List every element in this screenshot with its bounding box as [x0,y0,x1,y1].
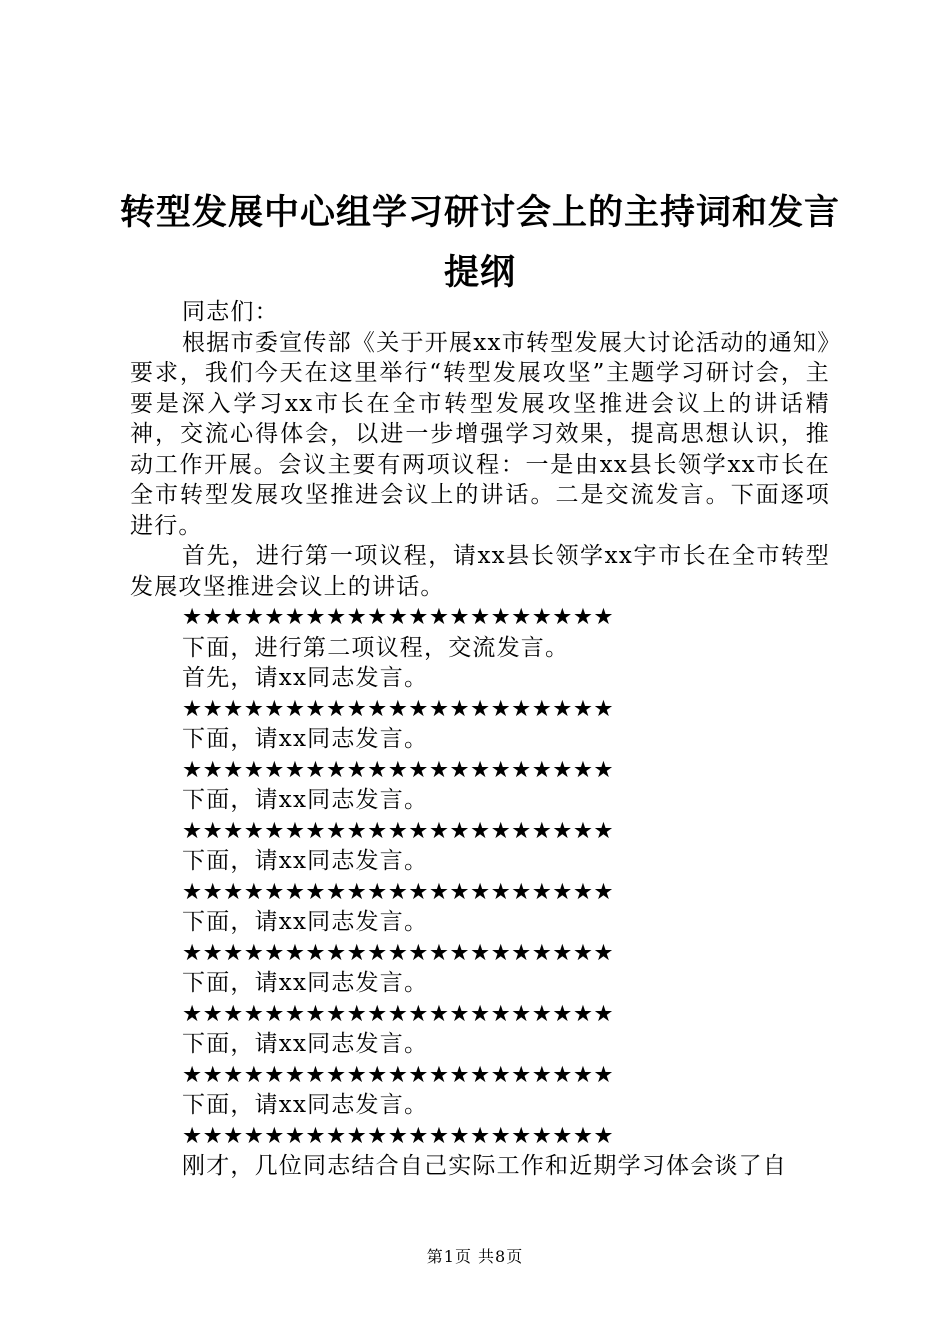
second-item-line: 下面，进行第二项议程，交流发言。 [182,634,570,661]
document-title-line2: 提纲 [443,253,516,293]
next-speaker-line: 下面，请xx同志发言。 [182,970,429,996]
star-divider: ★★★★★★★★★★★★★★★★★★★★★ [182,878,614,905]
closing-line: 刚才，几位同志结合自己实际工作和近期学习体会谈了自 [182,1153,787,1179]
star-divider: ★★★★★★★★★★★★★★★★★★★★★ [182,1061,614,1088]
paragraph-intro: 根据市委宣传部《关于开展xx市转型发展大讨论活动的通知》要求，我们今天在这里举行“转型发展攻坚”主题学习研讨会，主要是深入学习xx市长在全市转型发展攻坚推进会议上的讲话精神，交流心得体会，以进一步增强学习效果，提高思想认识，推动工作开展。会议主要有两项议程：一是由xx县长领学xx市长在全市转型发展攻坚推进会议上的讲话。二是交流发言。下面逐项进行。 [130,329,830,539]
star-divider: ★★★★★★★★★★★★★★★★★★★★★ [182,1000,614,1027]
paragraph-first-item: 首先，进行第一项议程，请xx县长领学xx宇市长在全市转型发展攻坚推进会议上的讲话。 [130,543,830,600]
document-body [130,297,830,1182]
next-speaker-line: 下面，请xx同志发言。 [182,1031,429,1057]
next-speaker-line: 下面，请xx同志发言。 [182,909,429,935]
star-divider: ★★★★★★★★★★★★★★★★★★★★★ [182,817,614,844]
salutation: 同志们： [182,299,279,325]
star-divider: ★★★★★★★★★★★★★★★★★★★★★ [182,756,614,783]
star-divider: ★★★★★★★★★★★★★★★★★★★★★ [182,939,614,966]
next-speaker-line: 下面，请xx同志发言。 [182,726,429,752]
next-speaker-line: 下面，请xx同志发言。 [182,848,429,874]
star-divider: ★★★★★★★★★★★★★★★★★★★★★ [182,604,614,630]
document-title-line1: 转型发展中心组学习研讨会上的主持词和发言 [120,193,841,233]
first-speaker-line: 首先，请xx同志发言。 [182,665,429,691]
next-speaker-line: 下面，请xx同志发言。 [182,787,429,813]
star-divider: ★★★★★★★★★★★★★★★★★★★★★ [182,695,614,722]
next-speaker-line: 下面，请xx同志发言。 [182,1092,429,1118]
page-number-footer: 第1页 共8页 [426,1247,524,1266]
star-divider: ★★★★★★★★★★★★★★★★★★★★★ [182,1122,614,1149]
